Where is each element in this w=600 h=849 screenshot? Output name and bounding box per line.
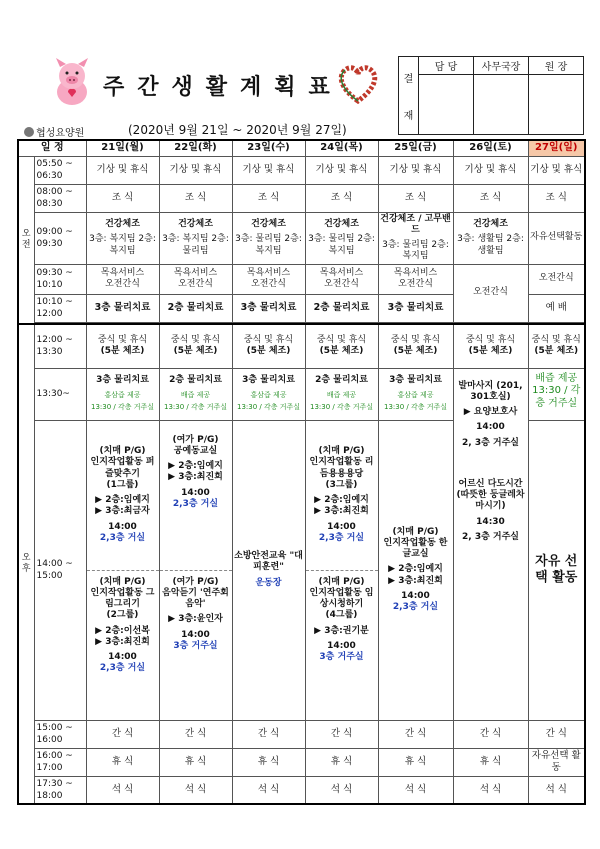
activity: 3층 물리치료 홍삼즙 제공 13:30 / 각층 거주실 bbox=[86, 368, 159, 420]
activity: 기상 및 휴식 bbox=[453, 156, 528, 184]
schedule-table bbox=[17, 139, 586, 805]
activity: 2층 물리치료 배즙 제공 13:30 / 각층 거주실 bbox=[159, 368, 232, 420]
time-slot: 15:00 ~ 16:00 bbox=[34, 720, 86, 748]
time-slot: 16:00 ~ 17:00 bbox=[34, 748, 86, 776]
activity: 조 식 bbox=[86, 184, 159, 212]
time-slot: 10:10 ~ 12:00 bbox=[34, 294, 86, 322]
time-slot: 13:30~ bbox=[34, 368, 86, 420]
signature-box[interactable] bbox=[474, 75, 529, 135]
approval-col: 원 장 bbox=[529, 57, 584, 75]
activity: 기상 및 휴식 bbox=[528, 156, 585, 184]
activity: 석 식 bbox=[232, 776, 305, 804]
activity: 간 식 bbox=[305, 720, 378, 748]
pig-icon bbox=[48, 58, 96, 110]
program: (치매 P/G) 인지작업활동 퍼즐맞추기 (1그룹) ▶ 2층:임예지 ▶ 3층:최금자 14:00 2,3층 거실 bbox=[86, 420, 159, 570]
day-header: 25일(금) bbox=[378, 140, 453, 156]
activity: 중식 및 휴식 (5분 체조) bbox=[232, 324, 305, 368]
activity: 기상 및 휴식 bbox=[86, 156, 159, 184]
activity: 건강체조 3층: 물리팀 2층: 복지팀 bbox=[305, 212, 378, 264]
page-title: 주간생활계획표 bbox=[103, 75, 343, 100]
activity: 조 식 bbox=[378, 184, 453, 212]
schedule-header: 일 정 bbox=[18, 140, 86, 156]
signature-box[interactable] bbox=[419, 75, 474, 135]
day-header: 23일(수) bbox=[232, 140, 305, 156]
program: (여가 P/G) 음악듣기 '연주회 음악' ▶ 3층:윤인자 14:00 3층 거주실 bbox=[159, 570, 232, 720]
activity: 조 식 bbox=[159, 184, 232, 212]
program: 자유 선택 활동 bbox=[528, 420, 585, 720]
activity: 석 식 bbox=[528, 776, 585, 804]
signature-box[interactable] bbox=[529, 75, 584, 135]
activity: 3층 물리치료 bbox=[378, 294, 453, 322]
activity: 3층 물리치료 홍삼즙 제공 13:30 / 각층 거주실 bbox=[232, 368, 305, 420]
activity: 발마사지 (201, 301호실) ▶ 요양보호사 14:00 2, 3층 거주실 어르신 다도시간 (따뜻한 둥글레차 마시기) 14:30 2, 3층 거주실 bbox=[453, 368, 528, 720]
activity: 기상 및 휴식 bbox=[232, 156, 305, 184]
activity: 중식 및 휴식 (5분 체조) bbox=[159, 324, 232, 368]
activity: 목욕서비스 오전간식 bbox=[232, 264, 305, 294]
activity: 3층 물리치료 bbox=[232, 294, 305, 322]
activity: 목욕서비스 오전간식 bbox=[86, 264, 159, 294]
activity: 목욕서비스 오전간식 bbox=[159, 264, 232, 294]
activity: 예 배 bbox=[528, 294, 585, 322]
org-name: 협성요양원 bbox=[24, 124, 84, 139]
activity: 휴 식 bbox=[159, 748, 232, 776]
activity: 조 식 bbox=[232, 184, 305, 212]
activity: 2층 물리치료 bbox=[159, 294, 232, 322]
activity: 조 식 bbox=[528, 184, 585, 212]
activity: 간 식 bbox=[86, 720, 159, 748]
program: (치매 P/G) 인지작업활동 그림그리기 (2그룹) ▶ 2층:이선복 ▶ 3층:최진희 14:00 2,3층 거실 bbox=[86, 570, 159, 720]
pm-label: 오 후 bbox=[18, 324, 34, 804]
approval-col: 사무국장 bbox=[474, 57, 529, 75]
day-header: 22일(화) bbox=[159, 140, 232, 156]
activity: 3층 물리치료 홍삼즙 제공 13:30 / 각층 거주실 bbox=[378, 368, 453, 420]
program: (치매 P/G) 인지작업활동 리듬용용용당 (3그룹) ▶ 2층:임예지 ▶ 3층:최진희 14:00 2,3층 거실 bbox=[305, 420, 378, 570]
activity: 기상 및 휴식 bbox=[378, 156, 453, 184]
period: (2020년 9월 21일 ~ 2020년 9월 27일) bbox=[128, 123, 347, 137]
activity: 중식 및 휴식 (5분 체조) bbox=[528, 324, 585, 368]
activity: 기상 및 휴식 bbox=[159, 156, 232, 184]
program: 소방안전교육 "대피훈련" 운동장 bbox=[232, 420, 305, 720]
activity: 중식 및 휴식 (5분 체조) bbox=[86, 324, 159, 368]
activity: 휴 식 bbox=[86, 748, 159, 776]
activity: 건강체조 3층: 물리팀 2층: 복지팀 bbox=[232, 212, 305, 264]
activity: 간 식 bbox=[232, 720, 305, 748]
activity: 목욕서비스 오전간식 bbox=[378, 264, 453, 294]
time-slot: 08:00 ~ 08:30 bbox=[34, 184, 86, 212]
activity: 자유선택활동 bbox=[528, 212, 585, 264]
activity: 석 식 bbox=[453, 776, 528, 804]
day-header: 24일(목) bbox=[305, 140, 378, 156]
program: (여가 P/G) 공예동교실 ▶ 2층:임예지 ▶ 3층:최진희 14:00 2,3층 거실 bbox=[159, 420, 232, 570]
day-header-sunday: 27일(일) bbox=[528, 140, 585, 156]
activity: 자유선택 활동 bbox=[528, 748, 585, 776]
activity: 건강체조 3층: 복지팀 2층: 복지팀 bbox=[86, 212, 159, 264]
activity: 오전간식 bbox=[528, 264, 585, 294]
heart-wreath-icon bbox=[336, 64, 380, 104]
activity: 중식 및 휴식 (5분 체조) bbox=[453, 324, 528, 368]
activity: 석 식 bbox=[86, 776, 159, 804]
activity: 석 식 bbox=[159, 776, 232, 804]
activity: 3층 물리치료 bbox=[86, 294, 159, 322]
activity: 건강체조 / 고무밴드 3층: 물리팀 2층: 복지팀 bbox=[378, 212, 453, 264]
activity: 중식 및 휴식 (5분 체조) bbox=[378, 324, 453, 368]
activity: 간 식 bbox=[528, 720, 585, 748]
activity: 2층 물리치료 bbox=[305, 294, 378, 322]
time-slot: 12:00 ~ 13:30 bbox=[34, 324, 86, 368]
activity: 간 식 bbox=[378, 720, 453, 748]
program: (치매 P/G) 인지작업활동 한글교실 ▶ 2층:임예지 ▶ 3층:최진희 14:00 2,3층 거실 bbox=[378, 420, 453, 720]
approval-label: 결 재 bbox=[399, 57, 419, 135]
activity: 중식 및 휴식 (5분 체조) bbox=[305, 324, 378, 368]
activity: 휴 식 bbox=[453, 748, 528, 776]
time-slot: 14:00 ~ 15:00 bbox=[34, 420, 86, 720]
am-label: 오 전 bbox=[18, 156, 34, 324]
day-header: 21일(월) bbox=[86, 140, 159, 156]
activity: 건강체조 3층: 생활팀 2층: 생활팀 bbox=[453, 212, 528, 264]
activity: 배즙 제공 13:30 / 각층 거주실 bbox=[528, 368, 585, 420]
time-slot: 17:30 ~ 18:00 bbox=[34, 776, 86, 804]
activity: 휴 식 bbox=[305, 748, 378, 776]
approval-col: 담 당 bbox=[419, 57, 474, 75]
activity: 2층 물리치료 배즙 제공 13:30 / 각층 거주실 bbox=[305, 368, 378, 420]
activity: 석 식 bbox=[378, 776, 453, 804]
time-slot: 09:00 ~ 09:30 bbox=[34, 212, 86, 264]
activity: 조 식 bbox=[305, 184, 378, 212]
time-slot: 09:30 ~ 10:10 bbox=[34, 264, 86, 294]
activity: 간 식 bbox=[453, 720, 528, 748]
time-slot: 05:50 ~ 06:30 bbox=[34, 156, 86, 184]
header-row bbox=[18, 140, 585, 156]
approval-box bbox=[398, 56, 584, 135]
activity: 휴 식 bbox=[378, 748, 453, 776]
activity: 조 식 bbox=[453, 184, 528, 212]
activity: 석 식 bbox=[305, 776, 378, 804]
activity: 기상 및 휴식 bbox=[305, 156, 378, 184]
activity: 휴 식 bbox=[232, 748, 305, 776]
activity: 간 식 bbox=[159, 720, 232, 748]
program: (치매 P/G) 인지작업활동 임상시청하기 (4그룹) ▶ 3층:권기분 14:00 3층 거주실 bbox=[305, 570, 378, 720]
day-header: 26일(토) bbox=[453, 140, 528, 156]
activity: 목욕서비스 오전간식 bbox=[305, 264, 378, 294]
activity: 건강체조 3층: 복지팀 2층: 물리팀 bbox=[159, 212, 232, 264]
activity: 오전간식 bbox=[453, 264, 528, 322]
